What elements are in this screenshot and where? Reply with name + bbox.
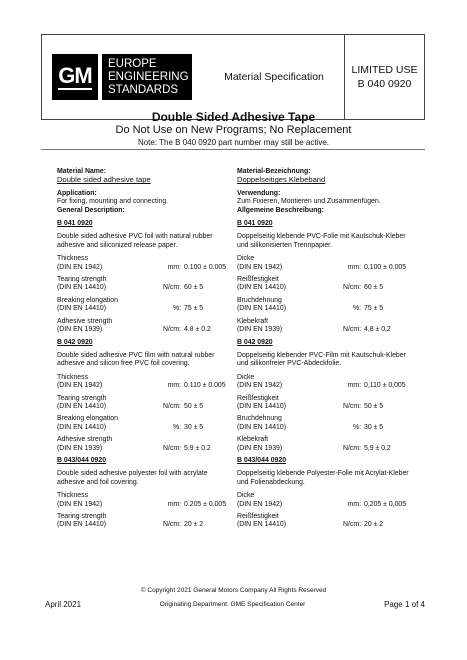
property-standard: (DIN EN 1939): [57, 444, 103, 452]
property-label: [57, 276, 151, 293]
intro-block: [57, 168, 237, 185]
property-standard: (DIN EN 14410): [57, 521, 107, 529]
property-name: Bruchdehnung: [237, 415, 282, 423]
property-value: 0.100 ± 0.005: [184, 263, 227, 271]
property-unit: N/cm:: [343, 521, 361, 529]
property-name: Bruchdehnung: [237, 296, 282, 304]
property-name: Dicke: [237, 373, 255, 381]
brand-line: EUROPE: [108, 57, 157, 70]
property-label: [237, 415, 331, 432]
general-description-label: Allgemeine Beschreibung:: [237, 206, 324, 214]
document-title: Double Sided Adhesive Tape: [151, 110, 316, 124]
property-row: [57, 492, 237, 509]
property-label: [57, 436, 151, 453]
property-label: [57, 492, 151, 509]
property-unit: mm:: [347, 500, 361, 508]
section-code: B 042 0920: [57, 338, 93, 346]
property-row: [237, 415, 417, 432]
property-row: [57, 395, 237, 412]
property-standard: (DIN EN 1942): [57, 263, 103, 271]
spec-section: [57, 220, 237, 334]
property-name: Breaking elongation: [57, 415, 118, 423]
property-name: Reißfestigkeit: [237, 513, 279, 520]
property-standard: (DIN EN 1939): [57, 326, 103, 334]
property-standard: (DIN EN 14410): [237, 284, 287, 292]
material-name-label: Material Name:: [57, 168, 107, 175]
material-name: Doppelseitiges Klebeband: [237, 175, 326, 185]
property-value: 50 ± 5: [184, 402, 204, 410]
section-code: B 041 0920: [237, 220, 273, 228]
section-code: B 043/044 0920: [237, 456, 287, 464]
copyright: © Copyright 2021 General Motors Company All Rights Reserved: [140, 587, 327, 594]
document-note: Note: The B 040 0920 part number may still be active.: [137, 138, 330, 147]
property-standard: (DIN EN 14410): [57, 305, 107, 313]
property-label: [57, 255, 151, 272]
property-unit: mm:: [347, 263, 361, 271]
property-row: [57, 276, 237, 293]
property-value: 50 ± 5: [364, 402, 384, 410]
property-name: Dicke: [237, 255, 255, 263]
property-name: Tearing strength: [57, 394, 107, 402]
divider: [41, 149, 425, 150]
spec-section: [237, 457, 417, 530]
property-name: Tearing strength: [57, 276, 107, 284]
application-block: [57, 190, 237, 215]
property-name: Klebekraft: [237, 317, 269, 325]
property-value: 0.110 ± 0.005: [184, 382, 226, 390]
property-value: 60 ± 5: [184, 284, 204, 292]
property-name: Breaking elongation: [57, 296, 118, 304]
property-value: 60 ± 5: [364, 284, 384, 292]
property-standard: (DIN EN 1942): [57, 382, 103, 390]
property-row: [57, 297, 237, 314]
document-subtitle: Do Not Use on New Programs; No Replacement: [115, 124, 352, 136]
section-description: Doppelseitig klebender PVC-Film mit Kautschuk-Kleber und silikonfreier PVC-Abdeckfolie.: [237, 351, 406, 368]
property-name: Tearing strength: [57, 513, 107, 520]
property-unit: mm:: [347, 382, 361, 390]
property-label: [237, 395, 331, 412]
logo-area: [42, 35, 204, 119]
property-row: [57, 415, 237, 432]
section-description: Double sided adhesive polyester foil with acrylate adhesive and foil covering.: [57, 470, 208, 486]
property-name: Klebekraft: [237, 436, 269, 444]
property-name: Reißfestigkeit: [237, 394, 279, 402]
property-row: [57, 255, 237, 272]
property-row: [237, 318, 417, 335]
property-standard: (DIN EN 14410): [57, 423, 107, 431]
property-unit: %:: [352, 423, 361, 431]
page-number: Page 1 of 4: [384, 600, 425, 609]
property-label: [57, 395, 151, 412]
property-unit: N/cm:: [343, 444, 361, 452]
property-label: [57, 513, 151, 530]
property-row: [237, 492, 417, 509]
property-row: [57, 318, 237, 335]
page-footer: [45, 600, 425, 609]
property-label: [237, 436, 331, 453]
property-name: Reißfestigkeit: [237, 276, 279, 284]
property-row: [237, 374, 417, 391]
property-value: 30 ± 5: [184, 423, 204, 431]
property-standard: (DIN EN 14410): [237, 305, 287, 313]
material-name: Double sided adhesive tape: [57, 175, 151, 185]
property-value: 20 ± 2: [184, 521, 204, 529]
property-label: [57, 415, 151, 432]
german-column: [237, 168, 417, 534]
property-label: [57, 374, 151, 391]
property-unit: mm:: [167, 382, 181, 390]
property-name: Thickness: [57, 255, 89, 263]
property-label: [237, 297, 331, 314]
material-name-label: Material-Bezeichnung:: [237, 168, 311, 175]
property-name: Thickness: [57, 492, 89, 500]
brand-line: ENGINEERING: [108, 70, 189, 83]
property-standard: (DIN EN 14410): [237, 423, 287, 431]
property-row: [57, 374, 237, 391]
property-row: [237, 513, 417, 530]
property-standard: (DIN EN 1939): [237, 326, 283, 334]
section-description: Double sided adhesive PVC foil with natural rubber adhesive and siliconized release paper.: [57, 233, 213, 249]
property-unit: N/cm:: [343, 284, 361, 292]
application-label: Application:: [57, 189, 97, 197]
section-code: B 042 0920: [237, 338, 273, 346]
property-value: 75 ± 5: [184, 305, 204, 313]
spec-section: [237, 339, 417, 453]
property-standard: (DIN EN 1942): [237, 382, 283, 390]
property-unit: N/cm:: [163, 521, 181, 529]
property-row: [237, 276, 417, 293]
property-row: [237, 395, 417, 412]
spec-code: B 040 0920: [357, 78, 412, 90]
property-value: 0,110 ± 0,005: [364, 382, 406, 390]
property-value: 30 ± 5: [364, 423, 384, 431]
property-label: [237, 492, 331, 509]
property-standard: (DIN EN 14410): [57, 284, 107, 292]
status-block: [345, 35, 424, 119]
property-label: [237, 513, 331, 530]
gm-logo: GM: [52, 54, 98, 100]
property-standard: (DIN EN 14410): [237, 521, 287, 529]
property-label: [237, 374, 331, 391]
property-row: [237, 436, 417, 453]
property-standard: (DIN EN 14410): [57, 402, 107, 410]
doc-type: Material Specification: [204, 35, 345, 119]
property-unit: mm:: [167, 263, 181, 271]
application-text: For fixing, mounting and connecting.: [57, 198, 169, 206]
section-description: Double sided adhesive PVC film with natural rubber adhesive and silicon free PVC foil covering.: [57, 351, 215, 368]
property-value: 4,8 ± 0,2: [364, 326, 391, 334]
property-label: [237, 276, 331, 293]
property-label: [57, 318, 151, 335]
property-unit: N/cm:: [163, 402, 181, 410]
property-value: 5,9 ± 0,2: [364, 444, 391, 452]
spec-section: [237, 220, 417, 334]
spec-section: [57, 339, 237, 453]
application-label: Verwendung:: [237, 189, 281, 197]
property-unit: N/cm:: [163, 444, 181, 452]
property-standard: (DIN EN 1942): [237, 263, 283, 271]
property-unit: %:: [172, 423, 181, 431]
section-code: B 043/044 0920: [57, 456, 107, 464]
property-row: [237, 255, 417, 272]
footer-department: Originating Department: GME Specification Center: [159, 601, 306, 608]
property-unit: N/cm:: [343, 402, 361, 410]
property-unit: N/cm:: [163, 326, 181, 334]
property-unit: mm:: [167, 500, 181, 508]
property-standard: (DIN EN 1942): [57, 500, 103, 508]
document-header: [41, 34, 425, 120]
property-value: 20 ± 2: [364, 521, 384, 529]
property-label: [237, 318, 331, 335]
brand-line: STANDARDS: [108, 83, 179, 96]
property-name: Thickness: [57, 373, 89, 381]
property-unit: N/cm:: [163, 284, 181, 292]
property-row: [57, 513, 237, 530]
property-unit: %:: [352, 305, 361, 313]
property-value: 4.8 ± 0.2: [184, 326, 211, 334]
status-label: LIMITED USE: [351, 64, 418, 76]
property-standard: (DIN EN 1942): [237, 500, 283, 508]
property-label: [57, 297, 151, 314]
spec-section: [57, 457, 237, 530]
property-name: Dicke: [237, 492, 255, 500]
property-name: Adhesive strength: [57, 436, 113, 444]
property-value: 0,100 ± 0,005: [364, 263, 407, 271]
property-row: [237, 297, 417, 314]
property-unit: %:: [172, 305, 181, 313]
application-text: Zum Fixieren, Montieren und Zusammenfügen.: [237, 198, 381, 206]
footer-date: April 2021: [45, 600, 82, 609]
section-description: Doppelseitig klebende PVC-Folie mit Kautschuk-Kleber und silikonisierten Trennpapier.: [237, 233, 406, 249]
property-standard: (DIN EN 1939): [237, 444, 283, 452]
section-description: Doppelseitig klebende Polyester-Folie mit Acrylat-Kleber und Folienabdeckung.: [237, 470, 409, 486]
property-unit: N/cm:: [343, 326, 361, 334]
general-description-label: General Description:: [57, 206, 125, 214]
brand-block: [102, 54, 192, 100]
section-code: B 041 0920: [57, 220, 93, 228]
english-column: [57, 168, 237, 534]
intro-block: [237, 168, 417, 185]
property-label: [237, 255, 331, 272]
property-standard: (DIN EN 14410): [237, 402, 287, 410]
property-name: Adhesive strength: [57, 317, 113, 325]
property-value: 75 ± 5: [364, 305, 384, 313]
property-value: 0,205 ± 0,005: [364, 500, 407, 508]
property-value: 5.9 ± 0.2: [184, 444, 211, 452]
property-value: 0.205 ± 0.005: [184, 500, 227, 508]
application-block: [237, 190, 417, 215]
property-row: [57, 436, 237, 453]
